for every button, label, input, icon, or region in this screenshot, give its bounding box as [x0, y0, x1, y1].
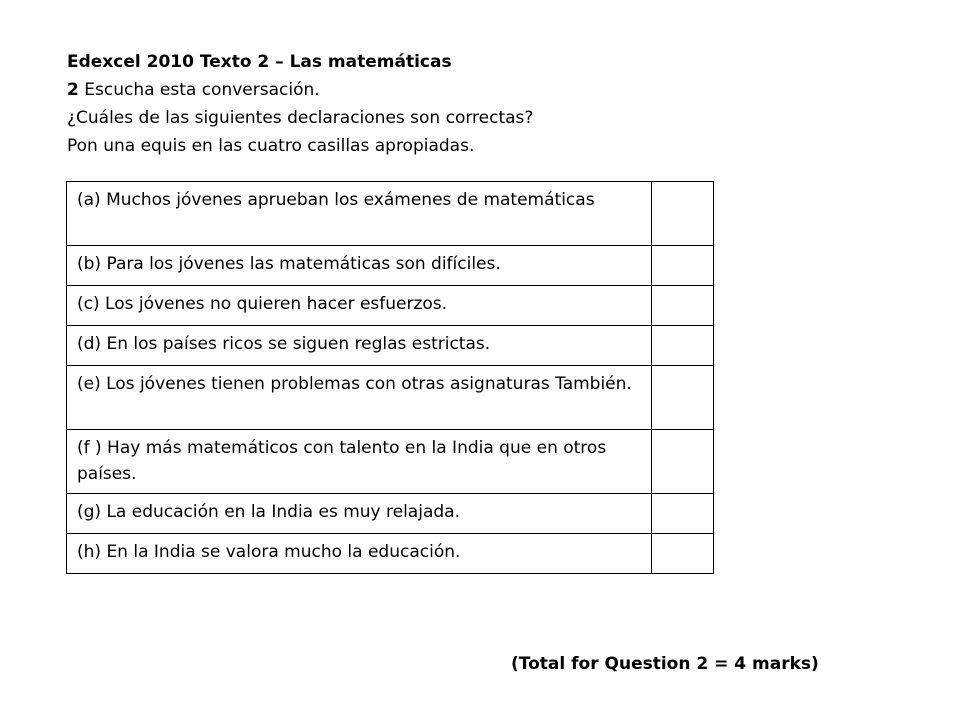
checkbox-f[interactable] — [652, 430, 714, 494]
instruction-text: Escucha esta conversación. — [84, 80, 320, 100]
statement-g: (g) La educación en la India es muy relajada. — [67, 494, 652, 534]
checkbox-g[interactable] — [652, 494, 714, 534]
question-text: ¿Cuáles de las siguientes declaraciones son correctas? — [67, 108, 534, 128]
checkbox-h[interactable] — [652, 534, 714, 574]
table-row — [67, 430, 714, 494]
table-row — [67, 286, 714, 326]
checkbox-d[interactable] — [652, 326, 714, 366]
question-header — [67, 48, 807, 160]
instruction-line — [67, 76, 807, 104]
checkbox-a[interactable] — [652, 182, 714, 246]
statement-b: (b) Para los jóvenes las matemáticas son difíciles. — [67, 246, 652, 286]
table-row — [67, 534, 714, 574]
checkbox-e[interactable] — [652, 366, 714, 430]
statements-table — [66, 181, 714, 574]
statement-f: (f ) Hay más matemáticos con talento en la India que en otros países. — [67, 430, 652, 494]
table-row — [67, 366, 714, 430]
table-row — [67, 326, 714, 366]
statement-d: (d) En los países ricos se siguen reglas estrictas. — [67, 326, 652, 366]
statement-c: (c) Los jóvenes no quieren hacer esfuerzos. — [67, 286, 652, 326]
checkbox-b[interactable] — [652, 246, 714, 286]
table-row — [67, 494, 714, 534]
statement-e: (e) Los jóvenes tienen problemas con otras asignaturas También. — [67, 366, 652, 430]
table-row — [67, 182, 714, 246]
statement-a: (a) Muchos jóvenes aprueban los exámenes de matemáticas — [67, 182, 652, 246]
page-title: Edexcel 2010 Texto 2 – Las matemáticas — [67, 52, 452, 72]
table-row — [67, 246, 714, 286]
statement-h: (h) En la India se valora mucho la educación. — [67, 534, 652, 574]
total-marks: (Total for Question 2 = 4 marks) — [511, 654, 819, 674]
question-number: 2 — [67, 80, 79, 100]
checkbox-c[interactable] — [652, 286, 714, 326]
directive-text: Pon una equis en las cuatro casillas apropiadas. — [67, 136, 475, 156]
